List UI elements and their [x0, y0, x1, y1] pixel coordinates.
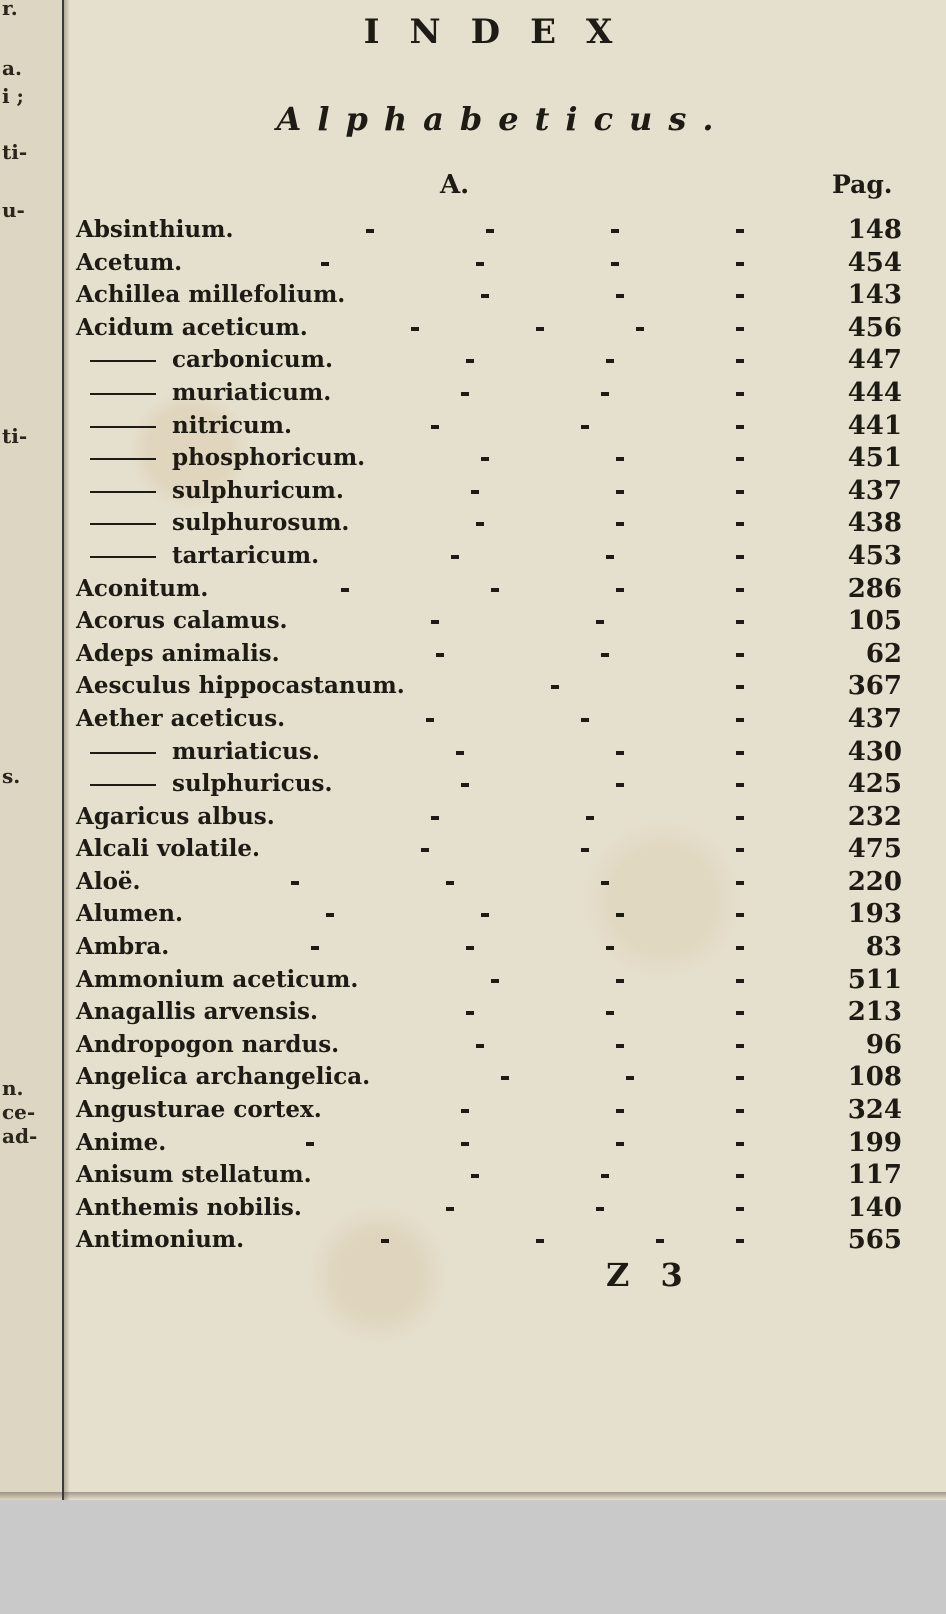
prev-page-fragment: r.	[2, 0, 18, 20]
index-entry-row	[76, 638, 902, 671]
index-entry-row	[76, 605, 902, 638]
leader-dot	[736, 946, 744, 950]
entry-name-text: Alcali volatile.	[76, 835, 261, 863]
leader-dots	[76, 638, 756, 670]
index-entry-row	[76, 507, 902, 540]
leader-dots	[76, 1224, 756, 1256]
leader-dot	[481, 294, 489, 298]
prev-page-fragment: ce-	[2, 1100, 36, 1124]
leader-dot	[736, 457, 744, 461]
index-entry-row	[76, 736, 902, 769]
leader-dot	[461, 783, 469, 787]
leader-dot	[736, 816, 744, 820]
leader-dot	[341, 588, 349, 592]
leader-dot	[461, 1109, 469, 1113]
leader-dots	[76, 703, 756, 735]
index-entry-row	[76, 1192, 902, 1225]
leader-dot	[321, 262, 329, 266]
index-entry-row	[76, 344, 902, 377]
leader-dot	[466, 1011, 474, 1015]
index-entry-row	[76, 898, 902, 931]
index-entries	[76, 214, 902, 1257]
leader-dot	[616, 979, 624, 983]
entry-page-number: 83	[865, 932, 902, 963]
entry-page-number: 367	[847, 671, 902, 702]
leader-dots	[76, 410, 756, 442]
index-entry-row	[76, 247, 902, 280]
leader-dot	[446, 1207, 454, 1211]
entry-name-text: carbonicum.	[172, 346, 333, 374]
leader-dot	[311, 946, 319, 950]
leader-dot	[476, 262, 484, 266]
leader-dot	[736, 490, 744, 494]
entry-page-number: 62	[865, 638, 902, 669]
leader-dot	[736, 783, 744, 787]
entry-name-text: Ammonium aceticum.	[76, 965, 359, 993]
entry-name-text: Angusturae cortex.	[76, 1096, 322, 1124]
leader-dot	[736, 522, 744, 526]
entry-name-text: Anime.	[76, 1128, 167, 1156]
entry-page-number: 444	[847, 377, 902, 408]
entry-name-text: Acidum aceticum.	[76, 313, 308, 341]
leader-dot	[606, 946, 614, 950]
leader-dot	[551, 685, 559, 689]
entry-name-text: muriaticum.	[172, 378, 332, 406]
entry-page-number: 96	[865, 1029, 902, 1060]
leader-dots	[76, 736, 756, 768]
leader-dot	[616, 294, 624, 298]
leader-dot	[366, 229, 374, 233]
leader-dot	[476, 522, 484, 526]
leader-dot	[736, 1142, 744, 1146]
index-entry-row	[76, 670, 902, 703]
leader-dots	[76, 898, 756, 930]
leader-dot	[431, 816, 439, 820]
index-entry-row	[76, 377, 902, 410]
entry-name-text: Anisum stellatum.	[76, 1161, 312, 1189]
leader-dot	[736, 294, 744, 298]
leader-dot	[611, 262, 619, 266]
leader-dot	[381, 1239, 389, 1243]
leader-dots	[76, 1061, 756, 1093]
entry-page-number: 143	[847, 280, 902, 311]
entry-name-text: Antimonium.	[76, 1226, 245, 1254]
leader-dot	[431, 425, 439, 429]
leader-dot	[491, 979, 499, 983]
entry-page-number: 475	[847, 834, 902, 865]
page-column-label: Pag.	[832, 170, 893, 199]
entry-name-text: sulphurosum.	[172, 509, 350, 537]
leader-dot	[481, 457, 489, 461]
index-entry-row	[76, 703, 902, 736]
prev-page-fragment: i ;	[2, 84, 24, 108]
index-entry-row	[76, 996, 902, 1029]
entry-page-number: 511	[847, 964, 902, 995]
entry-page-number: 437	[847, 475, 902, 506]
leader-dot	[291, 881, 299, 885]
entry-page-number: 117	[847, 1160, 902, 1191]
leader-dot	[501, 1076, 509, 1080]
entry-page-number: 324	[847, 1095, 902, 1126]
leader-dot	[486, 229, 494, 233]
entry-name-text: Aloë.	[76, 867, 141, 895]
leader-dots	[76, 247, 756, 279]
entry-page-number: 140	[847, 1192, 902, 1223]
entry-page-number: 447	[847, 345, 902, 376]
prev-page-fragment: ti-	[2, 140, 28, 164]
leader-dot	[476, 1044, 484, 1048]
leader-dots	[76, 605, 756, 637]
entry-page-number: 454	[847, 247, 902, 278]
leader-dot	[461, 1142, 469, 1146]
entry-page-number: 199	[847, 1127, 902, 1158]
entry-name-text: muriaticus.	[172, 737, 320, 765]
entry-name-text: Acorus calamus.	[76, 607, 288, 635]
entry-page-number: 438	[847, 508, 902, 539]
leader-dot	[596, 620, 604, 624]
leader-dot	[736, 718, 744, 722]
entry-page-number: 565	[847, 1225, 902, 1256]
leader-dot	[736, 653, 744, 657]
entry-name-text: Aether aceticus.	[76, 704, 286, 732]
index-entry-row	[76, 1029, 902, 1062]
leader-dot	[601, 653, 609, 657]
leader-dot	[436, 653, 444, 657]
index-entry-row	[76, 931, 902, 964]
entry-name-text: Angelica archangelica.	[76, 1063, 371, 1091]
page-title: INDEX	[363, 12, 643, 52]
leader-dot	[536, 1239, 544, 1243]
leader-dot	[491, 588, 499, 592]
entry-page-number: 441	[847, 410, 902, 441]
entry-name-text: Acetum.	[76, 248, 183, 276]
leader-dot	[616, 783, 624, 787]
entry-name-text: Anagallis arvensis.	[76, 998, 319, 1026]
entry-page-number: 286	[847, 573, 902, 604]
entry-page-number: 430	[847, 736, 902, 767]
leader-dots	[76, 214, 756, 246]
leader-dot	[736, 327, 744, 331]
index-entry-row	[76, 573, 902, 606]
leader-dot	[446, 881, 454, 885]
index-entry-row	[76, 1224, 902, 1257]
leader-dots	[76, 670, 756, 702]
leader-dot	[736, 425, 744, 429]
leader-dots	[76, 1127, 756, 1159]
leader-dot	[736, 751, 744, 755]
entry-name-text: phosphoricum.	[172, 444, 366, 472]
leader-dots	[76, 573, 756, 605]
leader-dot	[626, 1076, 634, 1080]
index-entry-row	[76, 1127, 902, 1160]
index-entry-row	[76, 214, 902, 247]
index-entry-row	[76, 475, 902, 508]
leader-dot	[736, 1239, 744, 1243]
entry-page-number: 108	[847, 1062, 902, 1093]
index-entry-row	[76, 833, 902, 866]
leader-dot	[581, 425, 589, 429]
entry-page-number: 425	[847, 769, 902, 800]
scan-bottom-shadow	[0, 1492, 946, 1500]
entry-page-number: 437	[847, 703, 902, 734]
leader-dot	[601, 1174, 609, 1178]
section-letter: A.	[440, 170, 470, 200]
leader-dot	[616, 1044, 624, 1048]
page-subtitle: Alphabeticus.	[276, 100, 730, 138]
entry-name-text: tartaricum.	[172, 541, 320, 569]
leader-dot	[411, 327, 419, 331]
leader-dots	[76, 475, 756, 507]
leader-dots	[76, 833, 756, 865]
leader-dot	[306, 1142, 314, 1146]
leader-dots	[76, 1029, 756, 1061]
entry-name-text: nitricum.	[172, 411, 293, 439]
entry-page-number: 193	[847, 899, 902, 930]
leader-dot	[736, 1174, 744, 1178]
leader-dot	[636, 327, 644, 331]
entry-page-number: 451	[847, 443, 902, 474]
gutter-shadow	[64, 0, 70, 1500]
leader-dot	[616, 1109, 624, 1113]
signature-mark: Z 3	[606, 1256, 693, 1294]
entry-page-number: 220	[847, 866, 902, 897]
leader-dot	[736, 1207, 744, 1211]
leader-dots	[76, 344, 756, 376]
leader-dot	[616, 457, 624, 461]
leader-dot	[536, 327, 544, 331]
prev-page-fragment: n.	[2, 1076, 24, 1100]
index-entry-row	[76, 1159, 902, 1192]
leader-dot	[421, 848, 429, 852]
entry-page-number: 453	[847, 540, 902, 571]
index-entry-row	[76, 1094, 902, 1127]
entry-page-number: 105	[847, 606, 902, 637]
prev-page-fragment: u-	[2, 198, 25, 222]
leader-dot	[581, 848, 589, 852]
leader-dot	[466, 946, 474, 950]
entry-name-text: Ambra.	[76, 933, 170, 961]
leader-dots	[76, 279, 756, 311]
leader-dot	[431, 620, 439, 624]
entry-name-text: sulphuricus.	[172, 770, 333, 798]
entry-name-text: Achillea millefolium.	[76, 281, 346, 309]
leader-dots	[76, 768, 756, 800]
leader-dot	[736, 685, 744, 689]
leader-dot	[586, 816, 594, 820]
index-entry-row	[76, 410, 902, 443]
index-entry-row	[76, 866, 902, 899]
leader-dot	[611, 229, 619, 233]
leader-dots	[76, 931, 756, 963]
index-entry-row	[76, 768, 902, 801]
leader-dot	[736, 848, 744, 852]
leader-dots	[76, 312, 756, 344]
entry-name-text: Absinthium.	[76, 216, 234, 243]
leader-dots	[76, 540, 756, 572]
index-entry-row	[76, 312, 902, 345]
leader-dots	[76, 507, 756, 539]
entry-name-text: Aesculus hippocastanum.	[76, 672, 405, 700]
entry-page-number: 213	[847, 997, 902, 1028]
index-entry-row	[76, 442, 902, 475]
leader-dot	[736, 359, 744, 363]
leader-dot	[736, 392, 744, 396]
leader-dot	[466, 359, 474, 363]
prev-page-fragment: a.	[2, 56, 22, 80]
leader-dot	[456, 751, 464, 755]
prev-page-fragment: ad-	[2, 1124, 38, 1148]
index-entry-row	[76, 964, 902, 997]
leader-dots	[76, 377, 756, 409]
leader-dot	[616, 588, 624, 592]
leader-dot	[481, 913, 489, 917]
leader-dot	[461, 392, 469, 396]
entry-name-text: Andropogon nardus.	[76, 1030, 340, 1058]
leader-dot	[736, 555, 744, 559]
prev-page-fragment: s.	[2, 764, 21, 788]
leader-dot	[606, 555, 614, 559]
leader-dots	[76, 996, 756, 1028]
leader-dot	[606, 359, 614, 363]
leader-dot	[736, 1011, 744, 1015]
previous-page-edge	[0, 0, 64, 1500]
leader-dot	[616, 1142, 624, 1146]
entry-name-text: sulphuricum.	[172, 476, 344, 504]
index-entry-row	[76, 540, 902, 573]
entry-page-number: 148	[847, 215, 902, 245]
index-entry-row	[76, 801, 902, 834]
leader-dot	[451, 555, 459, 559]
leader-dots	[76, 442, 756, 474]
index-entry-row	[76, 1061, 902, 1094]
leader-dot	[736, 1109, 744, 1113]
leader-dot	[581, 718, 589, 722]
leader-dot	[736, 881, 744, 885]
leader-dot	[736, 262, 744, 266]
prev-page-fragment: ti-	[2, 424, 28, 448]
leader-dot	[471, 490, 479, 494]
index-entry-row	[76, 279, 902, 312]
leader-dot	[656, 1239, 664, 1243]
leader-dots	[76, 866, 756, 898]
leader-dot	[606, 1011, 614, 1015]
leader-dot	[616, 751, 624, 755]
entry-name-text: Aconitum.	[76, 574, 209, 602]
leader-dots	[76, 1094, 756, 1126]
leader-dot	[616, 490, 624, 494]
leader-dot	[736, 979, 744, 983]
entry-page-number: 232	[847, 801, 902, 832]
leader-dots	[76, 1192, 756, 1224]
leader-dot	[736, 620, 744, 624]
leader-dot	[736, 229, 744, 233]
entry-name-text: Anthemis nobilis.	[76, 1193, 302, 1221]
leader-dot	[736, 1076, 744, 1080]
leader-dot	[326, 913, 334, 917]
leader-dot	[471, 1174, 479, 1178]
entry-page-number: 456	[847, 312, 902, 343]
leader-dot	[596, 1207, 604, 1211]
leader-dot	[616, 913, 624, 917]
leader-dot	[601, 881, 609, 885]
leader-dot	[601, 392, 609, 396]
leader-dot	[736, 913, 744, 917]
entry-name-text: Agaricus albus.	[76, 802, 275, 830]
leader-dots	[76, 801, 756, 833]
entry-name-text: Alumen.	[76, 900, 184, 928]
entry-name-text: Adeps animalis.	[76, 639, 280, 667]
leader-dots	[76, 1159, 756, 1191]
leader-dot	[616, 522, 624, 526]
leader-dots	[76, 964, 756, 996]
leader-dot	[736, 588, 744, 592]
leader-dot	[426, 718, 434, 722]
leader-dot	[736, 1044, 744, 1048]
